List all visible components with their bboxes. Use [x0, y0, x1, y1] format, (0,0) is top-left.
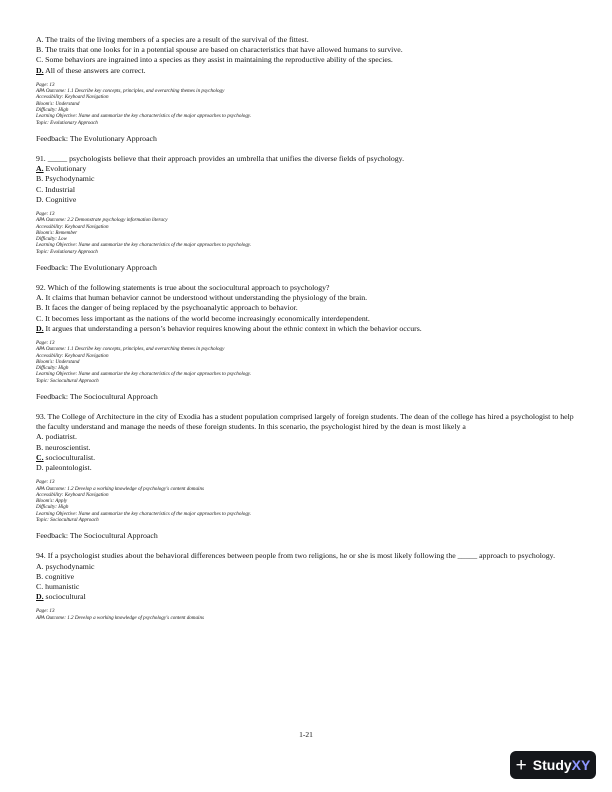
- question-92: [36, 283, 581, 402]
- question-metadata: Page: 13 APA Outcome: 1.1 Describe key concepts, principles, and overarching themes in psychology Accessibility: Keyboard Navigation Bloom's: Understand Difficulty: High Learning Objective: Name and summarize the key characteristics of the major approaches to psychology. Topic: Evolutionary Approach: [36, 81, 252, 126]
- option-d: D. paleontologist.: [36, 463, 92, 473]
- feedback-line: Feedback: The Evolutionary Approach: [36, 133, 157, 143]
- option-d-correct: D. All of these answers are correct.: [36, 65, 146, 75]
- option-d: D. Cognitive: [36, 194, 77, 204]
- option-b: B. It faces the danger of being replaced by the psychoanalytic approach to behavior.: [36, 303, 298, 313]
- option-a: A. The traits of the living members of a species are a result of the survival of the fittest.: [36, 35, 309, 44]
- option-c: C. Some behaviors are ingrained into a species as they assist in maintaining the reproductive ability of the species.: [36, 55, 393, 65]
- option-b: B. Psychodynamic: [36, 174, 95, 184]
- option-d-correct: D. sociocultural: [36, 592, 86, 602]
- brand-name: StudyXY: [532, 757, 591, 773]
- option-c: C. Industrial: [36, 184, 75, 194]
- question-91: [36, 154, 581, 273]
- option-d-correct: D. It argues that understanding a person’s behavior requires knowing about the ethnic context in which the behavior occurs.: [36, 323, 422, 333]
- question-text: 94. If a psychologist studies about the behavioral differences between people from two religions, he or she is most likely following the _____ approach to psychology.: [36, 551, 556, 561]
- option-a: A. podiatrist.: [36, 432, 77, 442]
- question-90-continued: [36, 35, 581, 144]
- question-metadata: Page: 13 APA Outcome: 2.2 Demonstrate psychology information literacy Accessibility: Keyboard Navigation Bloom's: Remember Difficulty: Low Learning Objective: Name and summarize the key characteristics of the major approaches to psychology. Topic: Evolutionary Approach: [36, 210, 252, 255]
- option-b: B. cognitive: [36, 571, 75, 581]
- document-page: [36, 35, 581, 631]
- option-c: C. humanistic: [36, 581, 80, 591]
- option-a: A. It claims that human behavior cannot be understood without understanding the physiology of the brain.: [36, 293, 368, 303]
- option-b: B. neuroscientist.: [36, 442, 91, 452]
- option-b: B. The traits that one looks for in a potential spouse are based on characteristics that have allowed humans to survive.: [36, 45, 403, 55]
- studyxy-badge[interactable]: [510, 751, 596, 779]
- question-metadata: Page: 13 APA Outcome: 1.1 Describe key concepts, principles, and overarching themes in psychology Accessibility: Keyboard Navigation Bloom's: Understand Difficulty: High Learning Objective: Name and summarize the key characteristics of the major approaches to psychology. Topic: Sociocultural Approach: [36, 340, 252, 384]
- question-metadata: Page: 13 APA Outcome: 1.2 Develop a working knowledge of psychology's content domains Accessibility: Keyboard Navigation Bloom's: Apply Difficulty: High Learning Objective: Name and summarize the key characteristics of the major approaches to psychology. Topic: Sociocultural Approach: [36, 479, 252, 524]
- option-c: C. It becomes less important as the nations of the world become increasingly economically interdependent.: [36, 313, 370, 323]
- plus-icon: +: [515, 754, 527, 776]
- page-number: 1-21: [299, 730, 313, 739]
- question-metadata: Page: 13 APA Outcome: 1.2 Develop a working knowledge of psychology's content domains: [36, 608, 204, 621]
- question-text: 92. Which of the following statements is true about the sociocultural approach to psychology?: [36, 282, 330, 292]
- question-text: 93. The College of Architecture in the city of Exodia has a student population comprised largely of foreign students. The dean of the college has hired a psychologist to help the faculty understand and manage the needs of these foreign students. In this scenario, the psychologist hired by the dean is most likely a: [36, 412, 574, 432]
- question-93: [36, 412, 581, 541]
- feedback-line: Feedback: The Sociocultural Approach: [36, 531, 158, 541]
- feedback-line: Feedback: The Sociocultural Approach: [36, 392, 158, 402]
- option-c-correct: C. socioculturalist.: [36, 452, 96, 462]
- question-94: [36, 551, 581, 621]
- option-a: A. psychodynamic: [36, 561, 95, 571]
- option-a-correct: A. Evolutionary: [36, 164, 87, 174]
- feedback-line: Feedback: The Evolutionary Approach: [36, 262, 157, 272]
- question-text: 91. _____ psychologists believe that their approach provides an umbrella that unifies the diverse fields of psychology.: [36, 153, 405, 163]
